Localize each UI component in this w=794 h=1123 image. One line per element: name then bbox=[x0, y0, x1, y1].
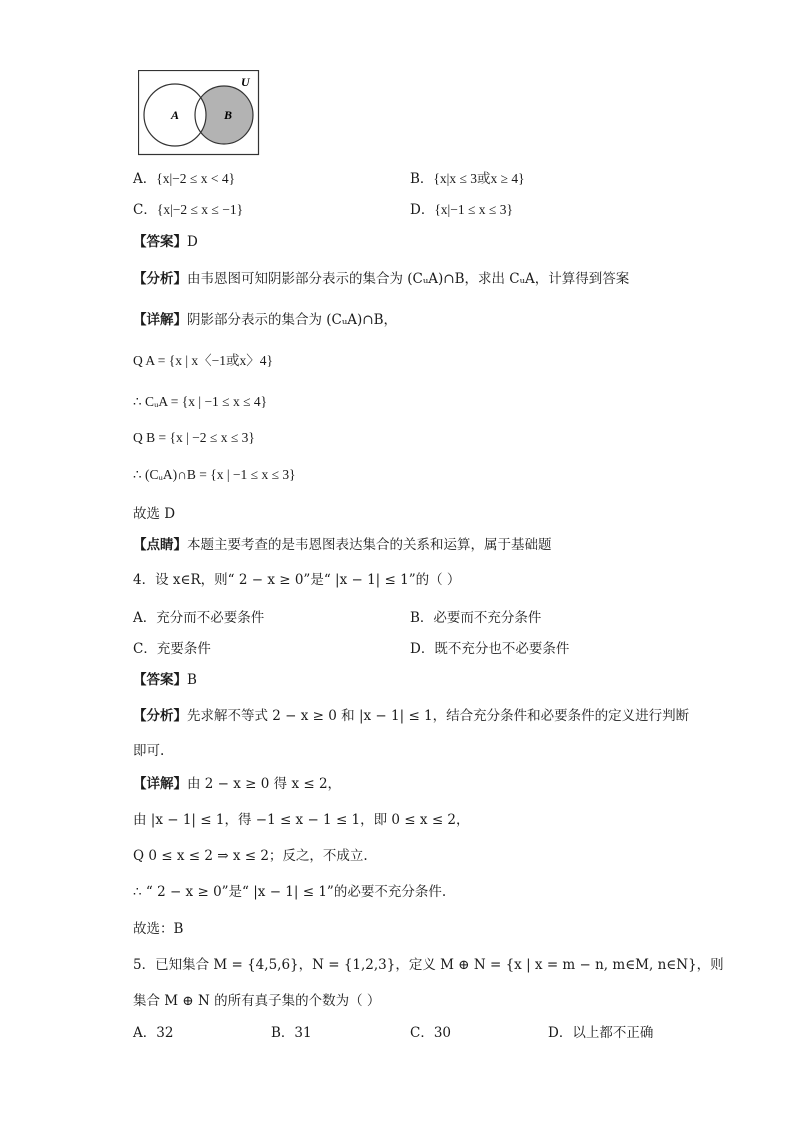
q5-option-b: B．31 bbox=[271, 1025, 312, 1041]
q3-step-3: Q B = {x | −2 ≤ x ≤ 3} bbox=[133, 430, 255, 445]
q5-option-d: D．以上都不正确 bbox=[548, 1025, 654, 1041]
label-b: B bbox=[224, 108, 233, 122]
q5-option-a: A．32 bbox=[133, 1025, 174, 1041]
q4-option-d: D．既不充分也不必要条件 bbox=[410, 641, 570, 657]
q3-option-b: B．{x|x ≤ 3或x ≥ 4} bbox=[410, 171, 525, 187]
q3-analysis: 【分析】由韦恩图可知阴影部分表示的集合为 (CᵤA)∩B，求出 CᵤA，计算得到答案 bbox=[133, 271, 630, 287]
q4-step-1: 由 |x − 1| ≤ 1，得 −1 ≤ x − 1 ≤ 1，即 0 ≤ x ≤ 2， bbox=[133, 812, 470, 828]
q3-step-2: ∴ CᵤA = {x | −1 ≤ x ≤ 4} bbox=[133, 394, 268, 409]
q4-option-b: B．必要而不充分条件 bbox=[410, 610, 542, 626]
q4-stem: 4．设 x∈R，则“ 2 − x ≥ 0”是“ |x − 1| ≤ 1”的（ ） bbox=[133, 572, 461, 588]
label-a: A bbox=[171, 108, 180, 122]
q4-answer: 【答案】B bbox=[133, 672, 197, 688]
q4-detail: 【详解】由 2 − x ≥ 0 得 x ≤ 2， bbox=[133, 776, 342, 792]
q3-step-1: Q A = {x | x〈−1或x〉4} bbox=[133, 353, 274, 368]
q4-analysis-cont: 即可. bbox=[133, 743, 165, 759]
q3-option-c: C．{x|−2 ≤ x ≤ −1} bbox=[133, 202, 244, 218]
q3-conclusion: 故选 D bbox=[133, 506, 176, 522]
q4-analysis: 【分析】先求解不等式 2 − x ≥ 0 和 |x − 1| ≤ 1，结合充分条件和必要条件的定义进行判断 bbox=[133, 708, 690, 724]
q4-step-3: ∴ “ 2 − x ≥ 0”是“ |x − 1| ≤ 1”的必要不充分条件. bbox=[133, 884, 447, 900]
q5-option-c: C．30 bbox=[410, 1025, 452, 1041]
q5-stem: 5．已知集合 M = {4,5,6}，N = {1,2,3}，定义 M ⊕ N = {x | x = m − n, m∈M, n∈N}，则 bbox=[133, 957, 724, 973]
q5-stem-cont: 集合 M ⊕ N 的所有真子集的个数为（ ） bbox=[133, 993, 381, 1009]
label-u: U bbox=[241, 75, 250, 89]
q3-detail: 【详解】阴影部分表示的集合为 (CᵤA)∩B， bbox=[133, 312, 398, 328]
q3-step-4: ∴ (CᵤA)∩B = {x | −1 ≤ x ≤ 3} bbox=[133, 467, 296, 482]
q3-option-d: D．{x|−1 ≤ x ≤ 3} bbox=[410, 202, 513, 218]
q3-option-a: A．{x|−2 ≤ x < 4} bbox=[133, 171, 236, 187]
q4-step-2: Q 0 ≤ x ≤ 2 ⇒ x ≤ 2；反之，不成立. bbox=[133, 848, 368, 864]
q3-answer: 【答案】D bbox=[133, 234, 198, 250]
q4-conclusion: 故选：B bbox=[133, 921, 184, 937]
venn-diagram bbox=[138, 70, 260, 156]
q3-comment: 【点睛】本题主要考查的是韦恩图表达集合的关系和运算，属于基础题 bbox=[133, 537, 552, 553]
q4-option-c: C．充要条件 bbox=[133, 641, 211, 657]
q4-option-a: A．充分而不必要条件 bbox=[133, 610, 265, 626]
